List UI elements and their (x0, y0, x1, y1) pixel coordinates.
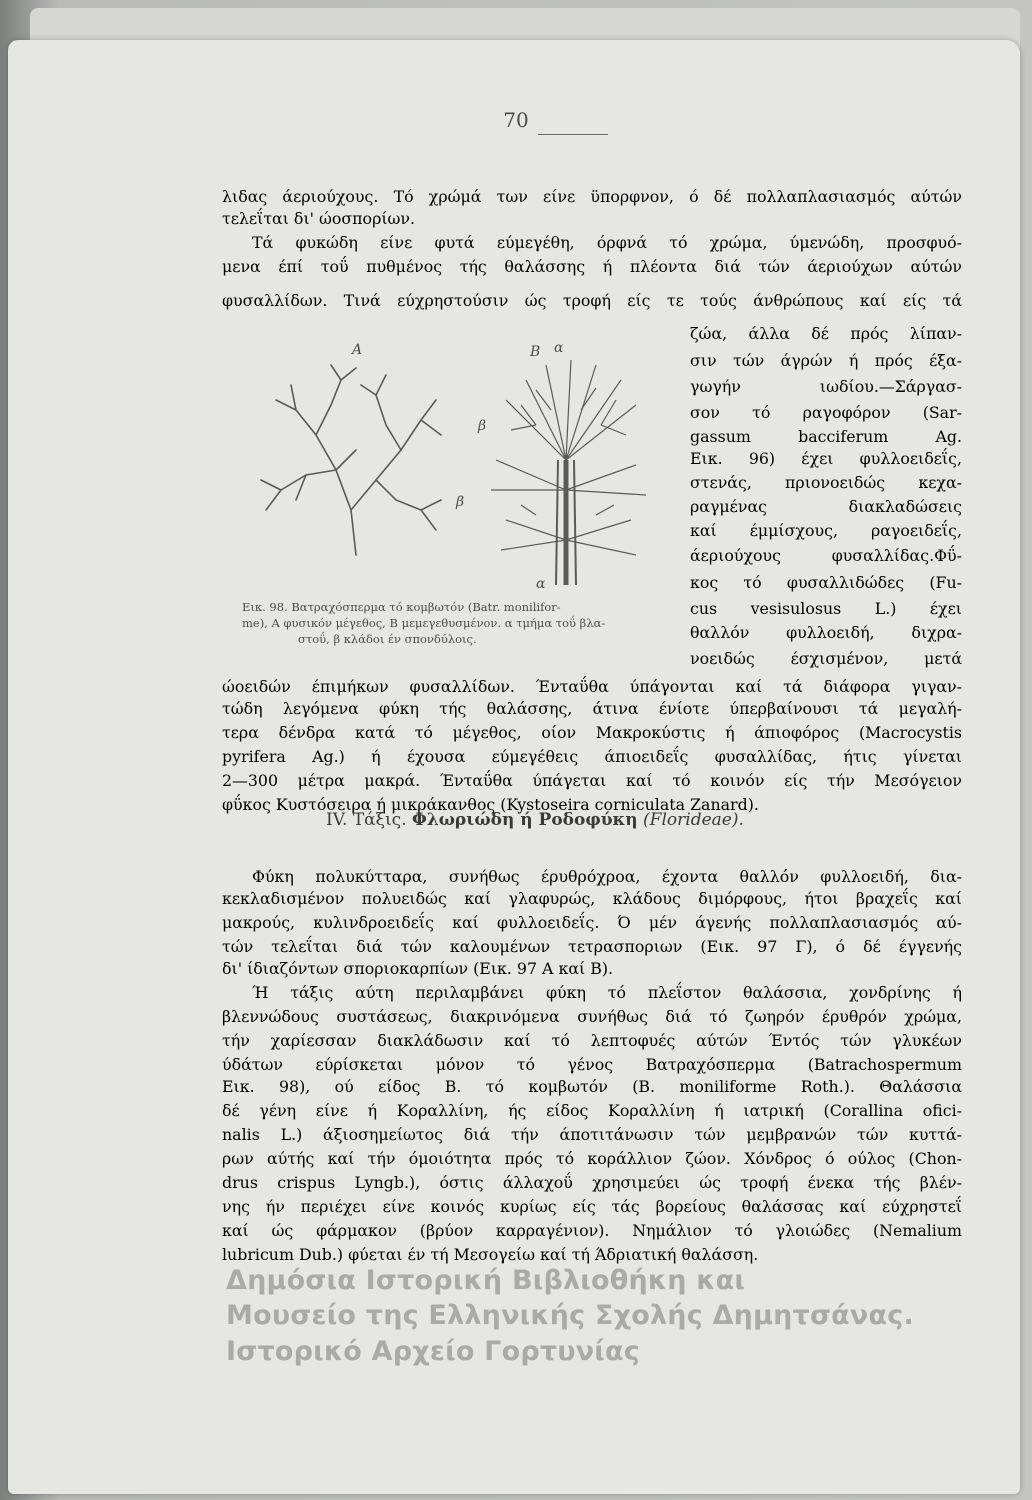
text-line: cus vesisulosus L.) έχει (690, 599, 962, 618)
text-line: ραγμένας διακλαδώσεις (690, 497, 962, 516)
text-line: lubricum Dub.) φύεται έν τή Μεσογείω καί τή Άδριατική θαλάσση. (222, 1245, 759, 1264)
text-line: γωγήν ιωδίου.—Σάργασ- (690, 377, 962, 396)
figure-label-alpha-top: α (554, 340, 564, 356)
text-line: καί ώς φάρμακον (βρύον καρραγένιον). Νημάλιον τό γλοιώδες (Nemalium (222, 1221, 962, 1240)
text-line: Ή τάξις αύτη περιλαμβάνει φύκη τό πλεΐστον θαλάσσια, χονδρίνης ή (252, 983, 962, 1002)
text-line: drus crispus Lyngb.), όστις άλλαχοΰ χρησιμεύει ώς τροφή ένεκα τής βλέν- (222, 1173, 962, 1192)
section-heading-latin: (Florideae). (643, 810, 744, 830)
text-line: δι' ίδιαζόντων σποριοκαρπίων (Εικ. 97 Α καί Β). (222, 959, 614, 978)
text-line: Εικ. 96) έχει φυλλοειδεΐς, (690, 449, 962, 468)
section-heading-title: Φλωριώδη ή Ροδοφύκη (412, 810, 638, 830)
text-line: τώδη λεγόμενα φύκη τής θαλάσσης, άτινα ένίοτε ύπερβαίνουσι τά μεγαλή- (222, 699, 962, 718)
text-line: νοειδώς έσχισμένον, μετά (690, 649, 962, 668)
text-line: Φύκη πολυκύτταρα, συνήθως έρυθρόχροα, έχοντα θαλλόν φυλλοειδή, δια- (252, 867, 962, 886)
text-line: gassum bacciferum Ag. (690, 427, 962, 446)
watermark-line: Δημόσια Ιστορική Βιβλιοθήκη και (226, 1265, 746, 1296)
text-line: καί έμμίσχους, ραγοειδεΐς, (690, 521, 962, 540)
text-line: φΰκος Κυστόσειρα ή μικράκανθος (Kystoseira corniculata Zanard). (222, 795, 759, 814)
page-number: 70 (503, 108, 529, 132)
figure-label-beta: β (456, 494, 465, 510)
text-line: θαλλόν φυλλοειδή, διχρα- (690, 623, 962, 642)
figure-b-magnified-shoot (491, 360, 646, 585)
text-line: τών τελεΐται διά τών καλουμένων τετρασποριων (Εικ. 97 Γ), ό δέ έγγενής (222, 937, 962, 956)
text-line: στενάς, πριονοειδώς κεχα- (690, 473, 962, 492)
watermark-line: Μουσείο της Ελληνικής Σχολής Δημητσάνας. (226, 1300, 914, 1331)
section-heading (326, 810, 744, 830)
figure-a-branching-alga (261, 365, 441, 555)
text-line: φυσαλλίδων. Τινά εύχρηστούσιν ώς τροφή είς τε τούς άνθρώπους καί είς τά (222, 291, 962, 310)
figure-label-b: Β (530, 344, 541, 360)
figure-98-illustration (236, 340, 676, 590)
text-line: βλεννώδους συστάσεως, διακρινόμενα συνήθως διά τό ζωηρόν έρυθρόν χρώμα, (222, 1007, 962, 1026)
text-line: μενα έπί τοΰ πυθμένος τής θαλάσσης ή πλέοντα διά τών άεριούχων αύτών (222, 257, 962, 276)
text-line: κεκλαδισμένον πολυειδώς καί γλαφυρώς, κλάδους διμόρφους, ήτοι βραχεΐς καί (222, 889, 962, 908)
figure-caption: Εικ. 98. Βατραχόσπερμα τό κομβωτόν (Batr. monilifor- (242, 600, 561, 614)
text-line: λιδας άεριούχους. Τό χρώμά των είνε ϋπορφνον, ό δέ πολλαπλασιασμός αύτών (222, 187, 962, 206)
text-line: Εικ. 98), ού είδος Β. τό κομβωτόν (B. moniliforme Roth.). Θαλάσσια (222, 1077, 962, 1096)
text-line: τήν χαρίεσσαν διακλάδωσιν καί τό λεπτοφυές αύτών Έντός τών γλυκέων (222, 1031, 962, 1050)
text-line: μακρούς, κυλινδροειδεΐς καί φυλλοειδεΐς. Ό μέν άγενής πολλαπλασιασμός αύ- (222, 913, 962, 932)
figure-caption: στοΰ, β κλάδοι έν σπονδύλοις. (298, 632, 477, 646)
text-line: pyrifera Ag.) ή έχουσα εύμεγέθεις άπιοειδεΐς φυσαλλίδας, ήτις γίνεται (222, 747, 962, 766)
figure-label-alpha-bottom: α (536, 576, 546, 592)
section-heading-prefix: IV. Τάξις. (326, 810, 407, 830)
text-line: 2—300 μέτρα μακρά. Ένταΰθα ύπάγεται καί τό κοινόν είς τήν Μεσόγειον (222, 771, 962, 790)
text-line: σον τό ραγοφόρον (Sar- (690, 403, 962, 422)
page-number-rule (538, 134, 608, 135)
text-line: τελεΐται δι' ώοσπορίων. (222, 209, 416, 228)
text-line: ώοειδών έπιμήκων φυσαλλίδων. Ένταΰθα ύπάγονται καί τά διάφορα γιγαν- (222, 677, 962, 696)
text-line: ύδάτων εύρίσκεται μόνον τό γένος Βατραχόσπερμα (Batrachospermum (222, 1055, 962, 1074)
figure-label-beta: β (478, 418, 487, 434)
watermark-line: Ιστορικό Αρχείο Γορτυνίας (226, 1336, 640, 1367)
text-line: άεριούχους φυσαλλίδας.Φΰ- (690, 546, 962, 565)
text-line: δέ γένη είνε ή Κοραλλίνη, ής είδος Κοραλλίνη ή ιατρική (Corallina ofici- (222, 1101, 962, 1120)
text-line: ζώα, άλλα δέ πρός λίπαν- (690, 324, 962, 343)
text-line: τερα δένδρα κατά τό μέγεθος, οίον Μακροκύστις ή άπιοφόρος (Macrocystis (222, 723, 962, 742)
text-line: σιν τών άγρών ή πρός έξα- (690, 351, 962, 370)
text-line: Τά φυκώδη είνε φυτά εύμεγέθη, όρφνά τό χρώμα, ύμενώδη, προσφυό- (252, 233, 962, 252)
text-line: νης ήν περιέχει είνε κοινός κυρίως είς τάς βορείους θαλάσσας καί εύχρηστεΐ (222, 1197, 962, 1216)
figure-caption: me), Α φυσικόν μέγεθος, Β μεμεγεθυσμένον. α τμήμα τοΰ βλα- (242, 616, 606, 630)
text-line: ρων αύτής καί τήν όμοιότητα πρός τό κοράλλιον ζώον. Χόνδρος ό ούλος (Chon- (222, 1149, 962, 1168)
text-line: nalis L.) άξιοσημείωτος διά τήν άποτιτάνωσιν τών μεμβρανών τών κυττά- (222, 1125, 962, 1144)
text-line: κος τό φυσαλλιδώδες (Fu- (690, 573, 962, 592)
figure-label-a: Α (352, 342, 363, 358)
